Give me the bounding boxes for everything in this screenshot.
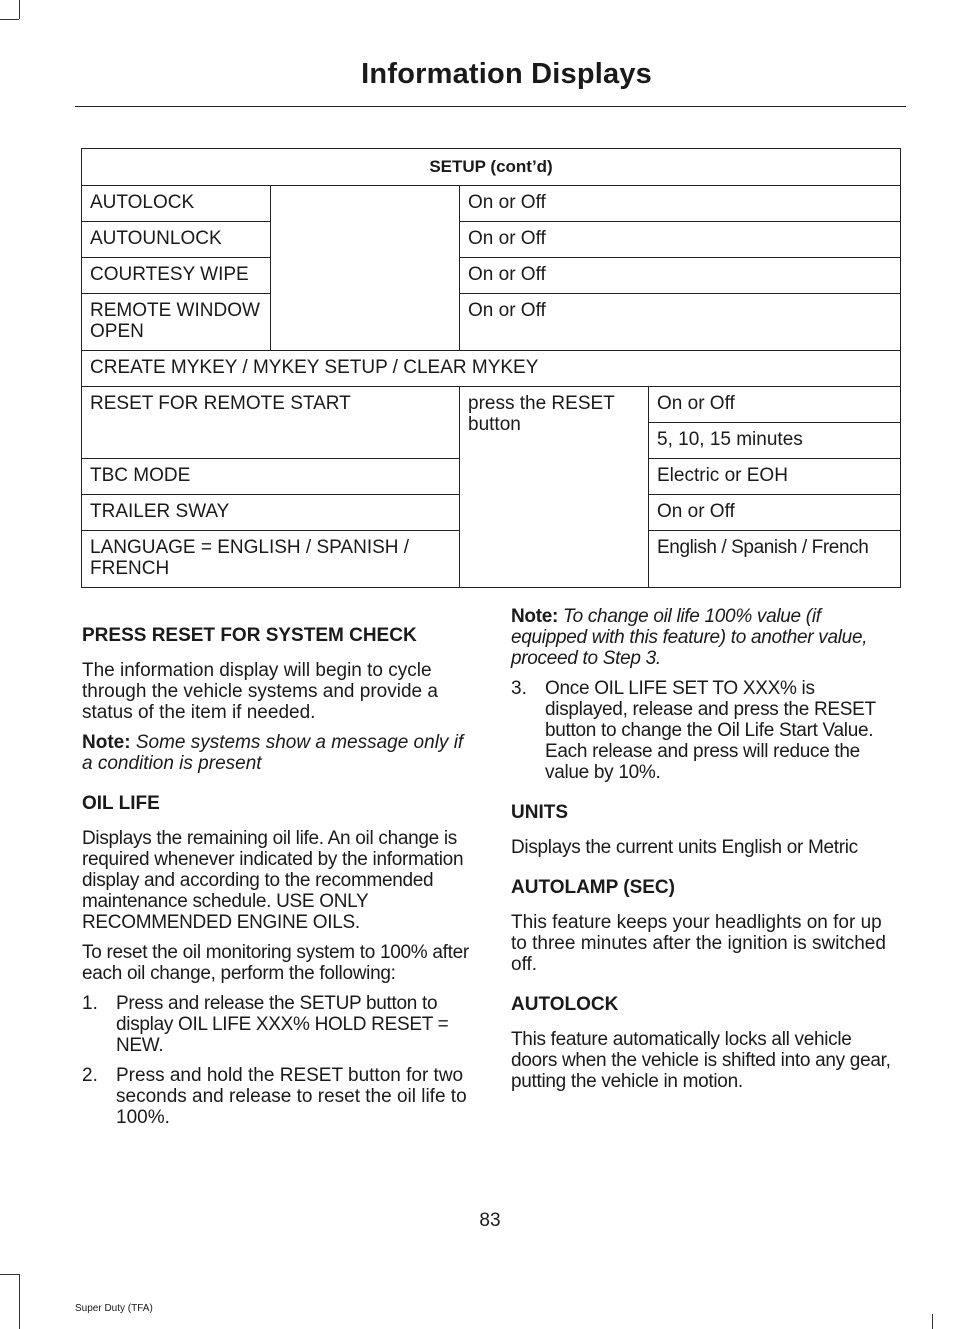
table-cell-value: On or Off <box>460 294 901 351</box>
units-body: Displays the current units English or Metric <box>511 837 858 858</box>
list-item <box>511 678 901 783</box>
crop-mark-top-left-h <box>0 19 19 20</box>
system-check-body: The information display will begin to cycle through the vehicle systems and provide a status of the item if needed. <box>82 660 438 723</box>
table-cell-label: AUTOUNLOCK <box>82 222 271 258</box>
note-text: To change oil life 100% value (if equipped with this feature) to another value, proceed to Step 3. <box>511 606 868 669</box>
section-heading-system-check: PRESS RESET FOR SYSTEM CHECK <box>82 625 417 646</box>
table-heading: SETUP (cont’d) <box>82 149 901 186</box>
step-number: 1. <box>82 993 98 1014</box>
section-heading-units: UNITS <box>511 802 568 823</box>
step-text: Once OIL LIFE SET TO XXX% is displayed, release and press the RESET button to change the Oil Life Start Value. Each release and press will reduce the value by 10%. <box>545 678 876 783</box>
note-label: Note: <box>82 732 131 753</box>
table-cell-empty <box>271 186 460 351</box>
crop-mark-top-left-v <box>19 0 20 19</box>
section-heading-oil-life: OIL LIFE <box>82 793 160 814</box>
step-number: 3. <box>511 678 527 699</box>
oil-life-body: Displays the remaining oil life. An oil change is required whenever indicated by the information display and according to the recommended maintenance schedule. USE ONLY RECOMMENDED ENGINE OILS. <box>82 828 464 933</box>
table-cell-value: On or Off <box>460 222 901 258</box>
table-cell-value: On or Off <box>649 495 901 531</box>
left-column <box>82 606 472 1128</box>
autolock-body: This feature automatically locks all vehicle doors when the vehicle is shifted into any gear, putting the vehicle in motion. <box>511 1029 891 1092</box>
right-column <box>511 606 901 1092</box>
table-cell-label: COURTESY WIPE <box>82 258 271 294</box>
note-text: Some systems show a message only if a condition is present <box>82 732 464 774</box>
crop-mark-bottom-left-tick <box>19 1314 20 1329</box>
oil-life-reset-intro: To reset the oil monitoring system to 100% after each oil change, perform the following: <box>82 942 469 984</box>
oil-life-steps <box>82 993 472 1128</box>
table-cell-action: press the RESET button <box>460 387 649 588</box>
table-cell-label: RESET FOR REMOTE START <box>82 387 460 459</box>
section-heading-autolock: AUTOLOCK <box>511 994 619 1015</box>
table-cell-label: REMOTE WINDOW OPEN <box>82 294 271 351</box>
table-cell-label: TRAILER SWAY <box>82 495 460 531</box>
page-number: 83 <box>479 1210 501 1231</box>
autolamp-body: This feature keeps your headlights on for up to three minutes after the ignition is switched off. <box>511 912 886 975</box>
table-cell-value: Electric or EOH <box>649 459 901 495</box>
crop-mark-bottom-right-tick <box>932 1314 933 1329</box>
title-divider <box>75 106 906 107</box>
document-name: Super Duty (TFA) <box>75 1303 153 1314</box>
list-item <box>82 1065 472 1128</box>
table-cell-value: On or Off <box>649 387 901 423</box>
oil-life-steps-continued <box>511 678 901 783</box>
list-item <box>82 993 472 1056</box>
system-check-note <box>82 732 472 774</box>
oil-life-note <box>511 606 901 669</box>
crop-mark-bottom-left-h <box>0 1274 19 1275</box>
table-cell-value: 5, 10, 15 minutes <box>649 423 901 459</box>
table-cell-value: On or Off <box>460 186 901 222</box>
step-text: Press and hold the RESET button for two seconds and release to reset the oil life to 100%. <box>116 1065 467 1128</box>
table-cell-label: TBC MODE <box>82 459 460 495</box>
table-cell-value: English / Spanish / French <box>649 531 901 588</box>
step-number: 2. <box>82 1065 98 1086</box>
table-cell-label: LANGUAGE = ENGLISH / SPANISH / FRENCH <box>82 531 460 588</box>
section-heading-autolamp: AUTOLAMP (SEC) <box>511 877 675 898</box>
setup-table <box>81 148 901 588</box>
table-cell-mykey: CREATE MYKEY / MYKEY SETUP / CLEAR MYKEY <box>82 351 901 387</box>
table-cell-label: AUTOLOCK <box>82 186 271 222</box>
page-title: Information Displays <box>361 58 652 90</box>
note-label: Note: <box>511 606 559 627</box>
step-text: Press and release the SETUP button to display OIL LIFE XXX% HOLD RESET = NEW. <box>116 993 449 1056</box>
table-cell-value: On or Off <box>460 258 901 294</box>
